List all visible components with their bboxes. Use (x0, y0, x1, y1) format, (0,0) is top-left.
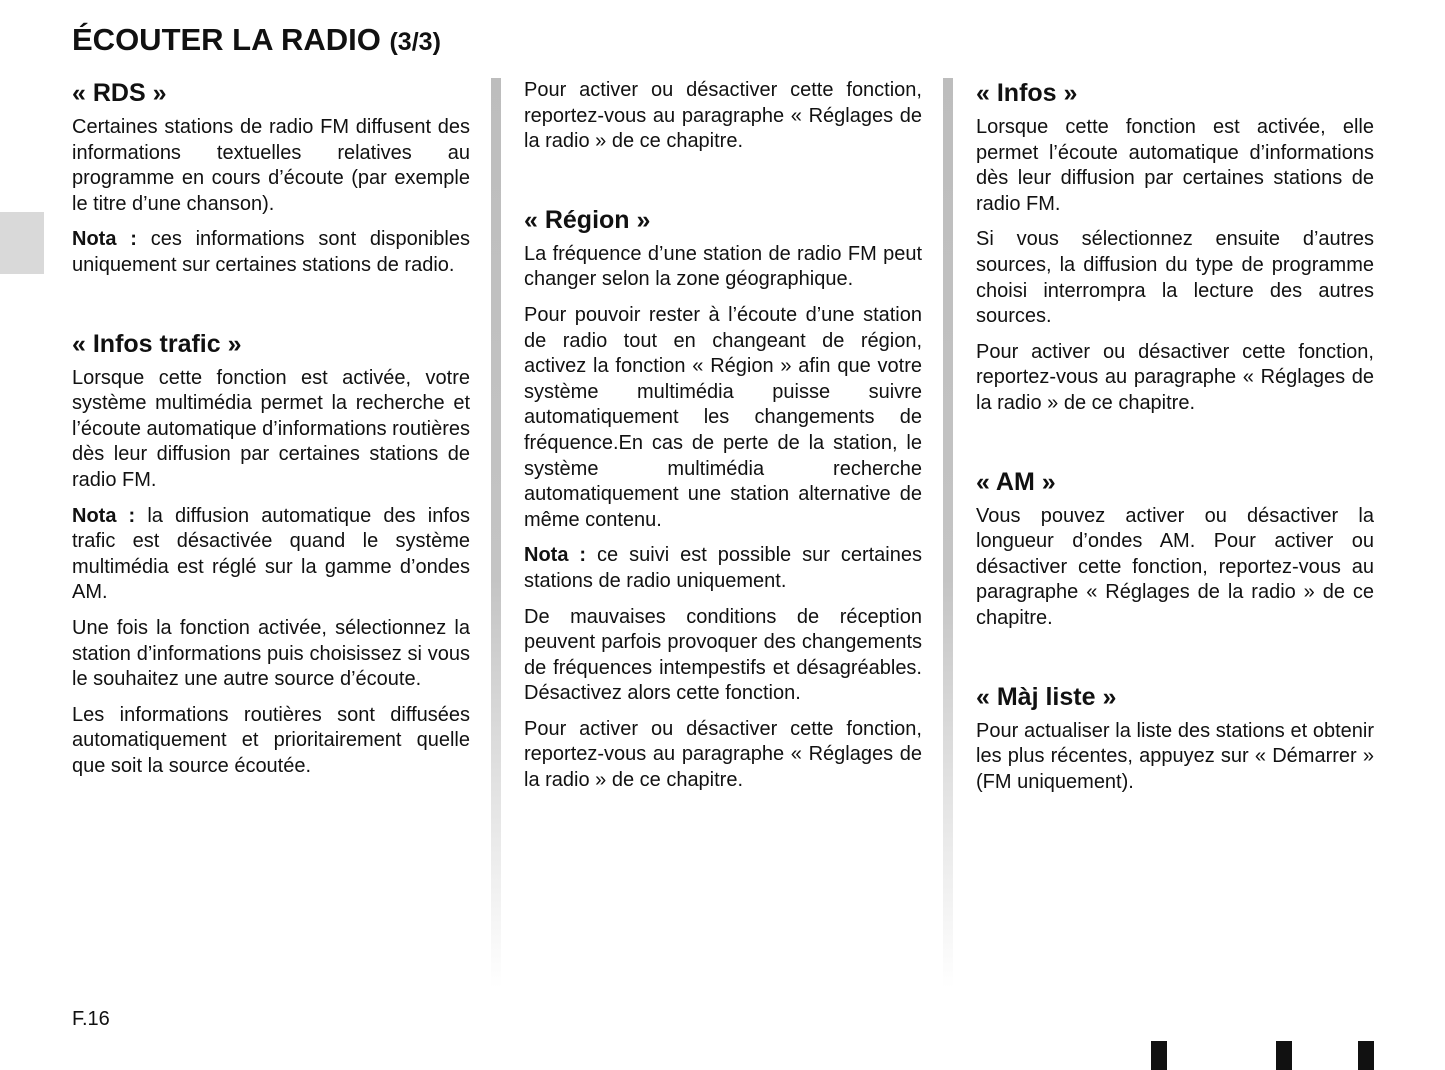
text-column-1 (72, 78, 470, 789)
section-heading: « Infos » (976, 79, 1078, 107)
chapter-tab-marker (0, 212, 44, 274)
section-heading: « Màj liste » (976, 682, 1117, 711)
paragraph: Pour actualiser la liste des stations et obtenir les plus récentes, appuyez sur « Démarrer » (FM uniquement). (976, 719, 1374, 793)
page-title-text: ÉCOUTER LA RADIO (72, 22, 381, 57)
paragraph: Pour activer ou désactiver cette fonction, reportez-vous au paragraphe « Réglages de la radio » de ce chapitre. (976, 340, 1374, 414)
paragraph-text: ces informations sont disponibles uniquement sur certaines stations de radio. (72, 228, 470, 276)
nota-label: Nota : (72, 504, 136, 527)
paragraph: Certaines stations de radio FM diffusent des informations textuelles relatives au programme en cours d’écoute (par exemple le titre d’une chanson). (72, 116, 470, 215)
print-mark-1 (1151, 1041, 1167, 1070)
page-number: F.16 (72, 1008, 110, 1030)
paragraph-text: ce suivi est possible sur certaines stations de radio uniquement. (524, 544, 922, 592)
print-mark-2 (1276, 1041, 1292, 1070)
section-heading: « Infos trafic » (72, 329, 242, 358)
section-heading: « Région » (524, 205, 651, 234)
page-title-part: (3/3) (389, 28, 441, 56)
column-divider-2 (943, 78, 953, 988)
column-divider-1 (491, 78, 501, 988)
section-heading: « AM » (976, 467, 1056, 496)
section-spacer (976, 427, 1374, 467)
paragraph: Si vous sélectionnez ensuite d’autres sources, la diffusion du type de programme choisi interrompra la lecture des autres sources. (976, 228, 1374, 328)
paragraph: Pour pouvoir rester à l’écoute d’une station de radio tout en changeant de région, activez la fonction « Région » afin que votre système multimédia puisse suivre automatiquement les changements de fréquence.En cas de perte de la station, le système multimédia recherche automatiquement une station alternative de même contenu. (524, 303, 922, 531)
paragraph (72, 504, 470, 606)
paragraph (524, 543, 922, 594)
page-title (72, 22, 441, 58)
section-spacer (524, 165, 922, 205)
print-mark-3 (1358, 1041, 1374, 1070)
paragraph-text: la diffusion automatique des infos trafic est désactivée quand le système multimédia est réglé sur la gamme d’ondes AM. (72, 504, 470, 604)
text-column-2 (524, 78, 922, 804)
paragraph: Les informations routières sont diffusées automatiquement et prioritairement quelle que soit la source écoutée. (72, 703, 470, 777)
section-spacer (976, 642, 1374, 682)
paragraph: Lorsque cette fonction est activée, elle permet l’écoute automatique d’informations dès leur diffusion par certaines stations de radio FM. (976, 116, 1374, 215)
paragraph: Une fois la fonction activée, sélectionnez la station d’informations puis choisissez si vous le souhaitez une autre source d’écoute. (72, 616, 470, 691)
paragraph: Lorsque cette fonction est activée, votre système multimédia permet la recherche et l’écoute automatique d’informations routières dès leur diffusion par certaines stations de radio FM. (72, 366, 470, 491)
paragraph: La fréquence d’une station de radio FM peut changer selon la zone géographique. (524, 242, 922, 291)
nota-label: Nota : (72, 228, 137, 251)
nota-label: Nota : (524, 544, 587, 567)
paragraph (72, 227, 470, 278)
paragraph: Vous pouvez activer ou désactiver la longueur d’ondes AM. Pour activer ou désactiver cette fonction, reportez-vous au paragraphe « Réglages de la radio » de ce chapitre. (976, 504, 1374, 629)
text-column-3 (976, 78, 1374, 805)
paragraph: De mauvaises conditions de réception peuvent parfois provoquer des changements de fréquences intempestifs et désagréables. Désactivez alors cette fonction. (524, 605, 922, 705)
paragraph: Pour activer ou désactiver cette fonction, reportez-vous au paragraphe « Réglages de la radio » de ce chapitre. (524, 717, 922, 792)
section-heading: « RDS » (72, 79, 167, 107)
paragraph: Pour activer ou désactiver cette fonction, reportez-vous au paragraphe « Réglages de la radio » de ce chapitre. (524, 79, 922, 153)
section-spacer (72, 289, 470, 329)
